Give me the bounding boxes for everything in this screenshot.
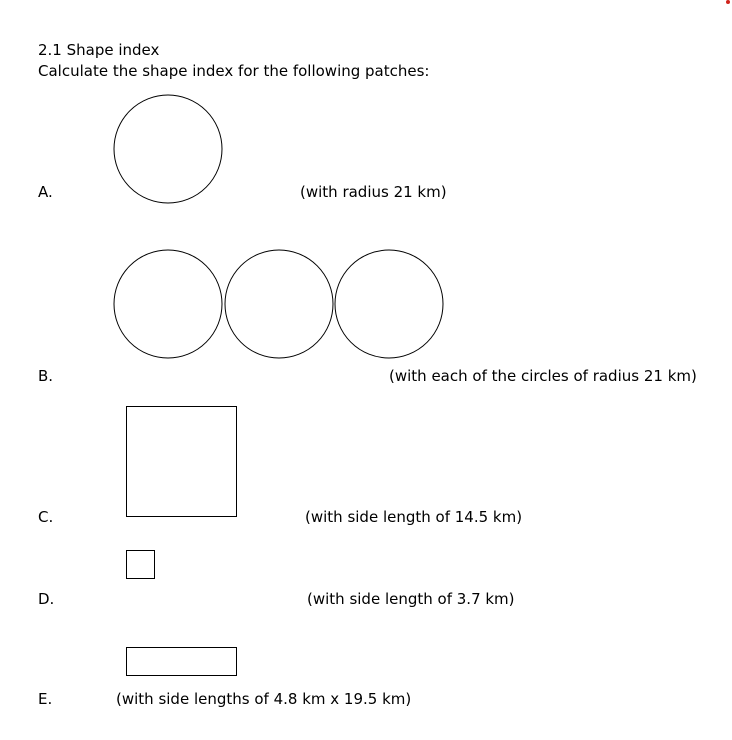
patch-c-note: (with side length of 14.5 km)	[305, 508, 523, 526]
patch-d-note: (with side length of 3.7 km)	[307, 590, 515, 608]
patch-d-small-square-icon	[127, 551, 155, 579]
patch-e-rectangle-icon	[127, 648, 237, 676]
patch-b-three-circles-icon	[114, 250, 443, 358]
patch-a-circle-icon	[114, 95, 222, 203]
patch-b-note: (with each of the circles of radius 21 km)	[389, 367, 697, 385]
patch-b-circle-middle	[225, 250, 333, 358]
section-heading: 2.1 Shape index	[38, 41, 160, 59]
patch-b-circle-left	[114, 250, 222, 358]
patch-e-note: (with side lengths of 4.8 km x 19.5 km)	[116, 690, 412, 708]
patch-a-note: (with radius 21 km)	[300, 183, 447, 201]
section-instruction: Calculate the shape index for the following patches:	[38, 62, 430, 80]
patch-b-circle-right	[335, 250, 443, 358]
patch-c-label: C.	[38, 508, 54, 526]
patch-c-large-square-icon	[127, 407, 237, 517]
patch-b-label: B.	[38, 367, 54, 385]
patch-e-label: E.	[38, 690, 53, 708]
patch-d-label: D.	[38, 590, 55, 608]
patch-a-label: A.	[38, 183, 53, 201]
